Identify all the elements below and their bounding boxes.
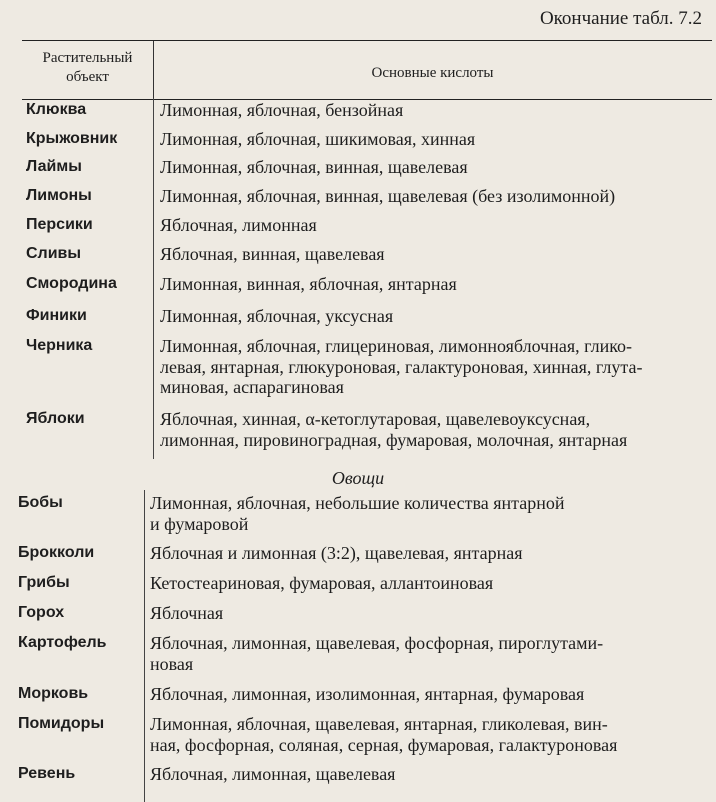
fruit-column-divider <box>153 98 154 459</box>
acids-line: миновая, аспарагиновая <box>160 377 344 397</box>
vegetable-row-name: Грибы <box>18 574 70 591</box>
acids-line: Лимонная, яблочная, шикимовая, хинная <box>160 129 476 149</box>
fruit-row-acids <box>160 306 393 327</box>
fruit-row-acids <box>160 336 642 398</box>
acids-line: Лимонная, яблочная, щавелевая, янтарная, гликолевая, вин- <box>150 714 608 734</box>
vegetable-row-acids <box>150 684 584 705</box>
fruit-row-name: Финики <box>26 307 87 324</box>
section-title-vegetables: Овощи <box>331 468 385 488</box>
vegetable-row-name: Брокколи <box>18 544 95 561</box>
vegetable-row-acids <box>150 764 395 785</box>
acids-line: лимонная, пировиноградная, фумаровая, молочная, янтарная <box>160 429 628 450</box>
acids-line: Лимонная, яблочная, глицериновая, лимоннояблочная, глико- <box>160 336 633 356</box>
fruit-row-acids <box>160 244 385 265</box>
fruit-row-name: Черника <box>26 337 93 354</box>
fruit-row-acids <box>160 186 615 207</box>
vegetable-row-acids <box>150 543 522 564</box>
table-caption: Окончание табл. 7.2 <box>539 8 702 29</box>
acids-line: Яблочная, лимонная, щавелевая, фосфорная, пироглутами- <box>150 633 604 653</box>
fruit-row-name: Персики <box>26 216 93 233</box>
header-plant-line1: Растительный <box>42 50 133 66</box>
vegetable-column-divider <box>144 490 145 802</box>
vegetable-row-acids <box>150 633 603 674</box>
vegetable-row-acids <box>150 603 223 624</box>
fruit-row-acids <box>160 100 403 121</box>
acids-line: новая <box>150 653 194 674</box>
fruit-row-acids <box>160 129 475 150</box>
acids-line: Яблочная и лимонная (3:2), щавелевая, янтарная <box>150 543 523 563</box>
vegetable-row-name: Горох <box>18 604 65 621</box>
acids-line: Яблочная, хинная, α-кетоглутаровая, щавелевоуксусная, <box>160 409 591 429</box>
header-plant-line2: объект <box>66 69 109 85</box>
header-plant-object <box>22 49 153 87</box>
acids-line: Лимонная, яблочная, уксусная <box>160 306 394 326</box>
acids-line: Лимонная, яблочная, небольшие количества янтарной <box>150 493 565 513</box>
acids-line: Яблочная, лимонная <box>160 215 317 235</box>
table-header <box>22 40 712 100</box>
acids-line: Яблочная, лимонная, щавелевая <box>150 764 396 784</box>
acids-line: Яблочная <box>150 603 224 623</box>
vegetable-row-name: Помидоры <box>18 715 105 732</box>
acids-line: и фумаровой <box>150 513 249 534</box>
acids-line: Лимонная, яблочная, бензойная <box>160 100 404 120</box>
vegetable-row-acids <box>150 573 493 594</box>
fruit-row-name: Сливы <box>26 245 82 262</box>
acids-line: Кетостеариновая, фумаровая, аллантоиновая <box>150 573 494 593</box>
fruit-row-name: Смородина <box>26 275 117 292</box>
fruit-row-acids <box>160 215 317 236</box>
fruit-row-acids <box>160 274 457 295</box>
vegetable-row-acids <box>150 714 617 755</box>
fruit-row-acids <box>160 157 468 178</box>
acids-line: левая, янтарная, глюкуроновая, галактуроновая, хинная, глута- <box>160 356 643 377</box>
acids-line: Лимонная, яблочная, винная, щавелевая <box>160 157 468 177</box>
acids-line: Яблочная, лимонная, изолимонная, янтарная, фумаровая <box>150 684 585 704</box>
fruit-row-name: Яблоки <box>26 410 85 427</box>
fruit-row-acids <box>160 409 627 450</box>
vegetable-row-name: Картофель <box>18 634 107 651</box>
fruit-row-name: Лаймы <box>26 158 82 175</box>
vegetable-row-acids <box>150 493 565 534</box>
acids-line: Лимонная, яблочная, винная, щавелевая (без изолимонной) <box>160 186 616 206</box>
vegetable-row-name: Бобы <box>18 494 63 511</box>
header-main-acids: Основные кислоты <box>371 65 494 81</box>
fruit-row-name: Клюква <box>26 101 87 118</box>
fruit-row-name: Крыжовник <box>26 130 118 147</box>
acids-line: Яблочная, винная, щавелевая <box>160 244 385 264</box>
acids-line: ная, фосфорная, соляная, серная, фумаровая, галактуроновая <box>150 734 618 755</box>
acids-line: Лимонная, винная, яблочная, янтарная <box>160 274 457 294</box>
fruit-row-name: Лимоны <box>26 187 92 204</box>
vegetable-row-name: Ревень <box>18 765 76 782</box>
vegetable-row-name: Морковь <box>18 685 89 702</box>
